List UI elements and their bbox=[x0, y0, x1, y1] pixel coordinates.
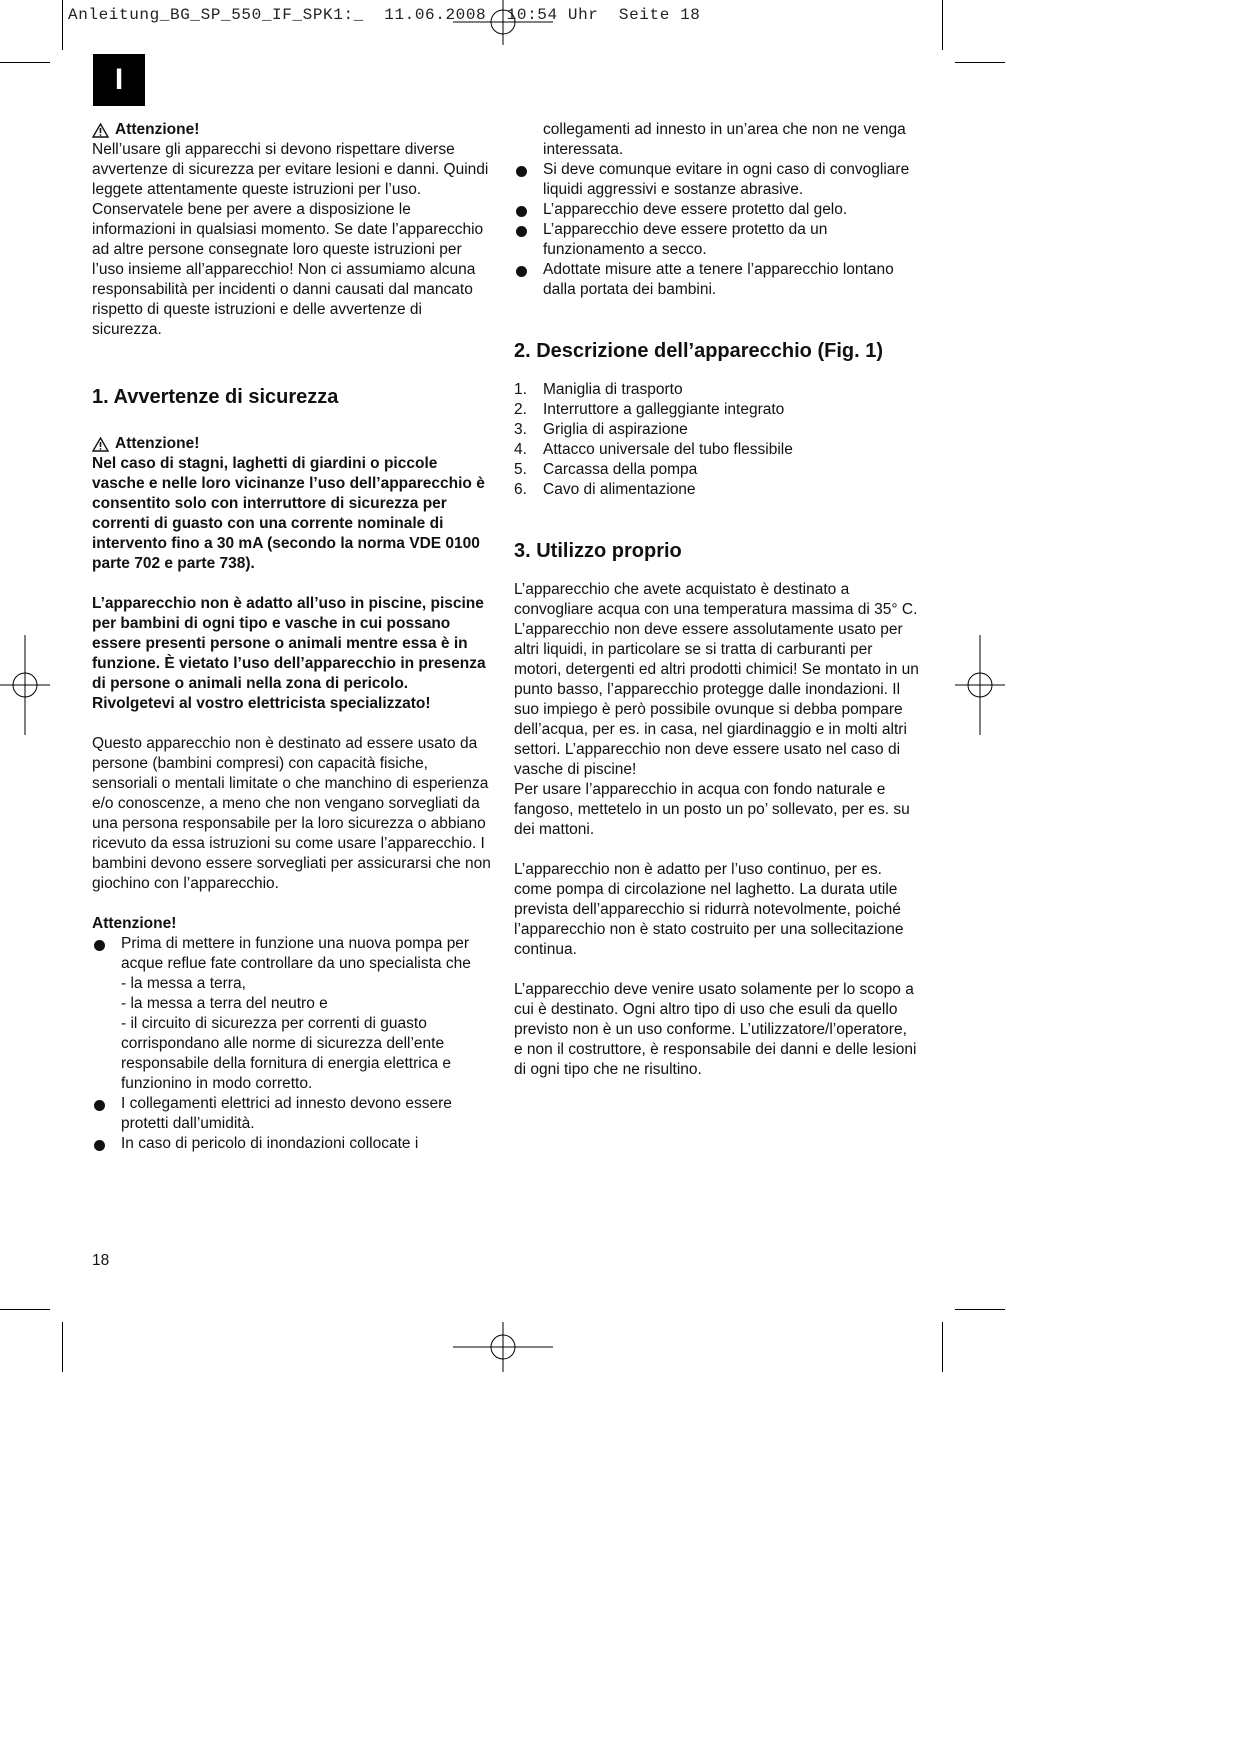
list-item: Adottate misure atte a tenere l’apparecchio lontano dalla portata dei bambini. bbox=[514, 260, 919, 300]
crop-mark-bottom-left-vertical bbox=[62, 1322, 63, 1372]
registration-mark-bottom-icon bbox=[453, 1322, 553, 1372]
language-tab: I bbox=[93, 54, 145, 106]
children-paragraph: Questo apparecchio non è destinato ad essere usato da persone (bambini compresi) con capacità fisiche, sensoriali o mentali limitate o che manchino di esperienza e/o conoscenze, a meno che non vengano sorvegliati da una persona responsabile per la loro sicurezza o abbiano ricevuto da essa istruzioni su come usare l’apparecchio. I bambini devono essere sorvegliati per assicurarsi che non giochino con l’apparecchio. bbox=[92, 735, 491, 892]
list-item bbox=[92, 934, 492, 1094]
parts-list bbox=[514, 380, 919, 500]
warning-triangle-icon bbox=[92, 437, 109, 452]
use-paragraph: L’apparecchio deve venire usato solamente per lo scopo a cui è destinato. Ogni altro tipo di uso che esuli da quello previsto non è un uso conforme. L’utilizzatore/l’operatore, e non il costruttore, è responsabile dei danni e delle lesioni di ogni tipo che ne risultino. bbox=[514, 981, 917, 1078]
bullet-sub-item: - la messa a terra del neutro e bbox=[121, 995, 328, 1012]
safety-bullet-list bbox=[92, 934, 492, 1154]
page-number: 18 bbox=[92, 1252, 110, 1269]
warning-triangle-icon bbox=[92, 123, 109, 138]
list-item: Si deve comunque evitare in ogni caso di convogliare liquidi aggressivi e sostanze abrasive. bbox=[514, 160, 919, 200]
section-heading-description: 2. Descrizione dell’apparecchio (Fig. 1) bbox=[514, 340, 883, 362]
bullet-sub-item: - il circuito di sicurezza per correnti di guasto corrispondano alle norme di sicurezza dell’ente responsabile della fornitura di energia elettrica e funzionino in modo corretto. bbox=[121, 1015, 452, 1092]
registration-mark-left-icon bbox=[0, 635, 50, 735]
crop-mark-bottom-right-horizontal bbox=[955, 1309, 1005, 1310]
crop-mark-bottom-left-horizontal bbox=[0, 1309, 50, 1310]
list-item: 3. Griglia di aspirazione bbox=[514, 421, 688, 438]
warning-title: Attenzione! bbox=[115, 121, 200, 138]
print-header: Anleitung_BG_SP_550_IF_SPK1:_ 11.06.2008 10:54 Uhr Seite 18 bbox=[68, 6, 701, 24]
list-item: 2. Interruttore a galleggiante integrato bbox=[514, 401, 785, 418]
use-paragraph: L’apparecchio che avete acquistato è destinato a convogliare acqua con una temperatura massima di 35° C. L’apparecchio non deve essere assolutamente usato per altri liquidi, in particolare se si tratta di carburanti per motori, detergenti ed altri prodotti chimici! Se montato in un punto basso, l’apparecchio protegge dalle inondazioni. Il suo impiego è però possibile ovunque si debba pompare dell’acqua, per es. in casa, nel giardinaggio e in molti altri settori. L’apparecchio non deve essere usato nel caso di vasche di piscine! bbox=[514, 581, 919, 778]
bullet-intro: Prima di mettere in funzione una nuova pompa per acque reflue fate controllare da uno specialista che bbox=[121, 935, 471, 972]
list-item: 6. Cavo di alimentazione bbox=[514, 481, 696, 498]
bullet-sub-item: - la messa a terra, bbox=[121, 975, 246, 992]
warning-title: Attenzione! bbox=[115, 435, 200, 452]
warning-heading bbox=[92, 120, 492, 140]
use-paragraph: L’apparecchio non è adatto per l’uso continuo, per es. come pompa di circolazione nel laghetto. La durata utile prevista dell’apparecchio si ridurrà notevolmente, poiché l’apparecchio non è stato costruito per una sollecitazione continua. bbox=[514, 861, 904, 958]
attention-label: Attenzione! bbox=[92, 915, 177, 932]
crop-mark-top-left-horizontal bbox=[0, 62, 50, 63]
registration-mark-right-icon bbox=[955, 635, 1005, 735]
list-item: L’apparecchio deve essere protetto dal gelo. bbox=[514, 200, 919, 220]
section-heading-safety: 1. Avvertenze di sicurezza bbox=[92, 386, 339, 408]
crop-mark-top-right-vertical bbox=[942, 0, 943, 50]
list-item: 1. Maniglia di trasporto bbox=[514, 381, 683, 398]
list-item: In caso di pericolo di inondazioni collocate i bbox=[92, 1134, 492, 1154]
warning-heading bbox=[92, 434, 492, 454]
list-item: 5. Carcassa della pompa bbox=[514, 461, 698, 478]
list-item: L’apparecchio deve essere protetto da un funzionamento a secco. bbox=[514, 220, 919, 260]
intro-paragraph: Nell’usare gli apparecchi si devono rispettare diverse avvertenze di sicurezza per evitare lesioni e danni. Quindi leggete attentamente queste istruzioni per l’uso. Conservatele bene per avere a disposizione le informazioni in qualsiasi momento. Se date l’apparecchio ad altre persone consegnate loro queste istruzioni per l’uso insieme all’apparecchio! Non ci assumiamo alcuna responsabilità per incidenti o danni causati dal mancato rispetto di queste istruzioni e delle avvertenze di sicurezza. bbox=[92, 141, 489, 338]
crop-mark-top-left-vertical bbox=[62, 0, 63, 50]
section-heading-intended-use: 3. Utilizzo proprio bbox=[514, 540, 682, 562]
crop-mark-bottom-right-vertical bbox=[942, 1322, 943, 1372]
safety-warning-rcd: Nel caso di stagni, laghetti di giardini o piccole vasche e nelle loro vicinanze l’uso dell’apparecchio è consentito solo con interruttore di sicurezza per correnti di guasto con una corrente nominale di intervento fino a 30 mA (secondo la norma VDE 0100 parte 702 e parte 738). bbox=[92, 455, 485, 572]
list-item: 4. Attacco universale del tubo flessibile bbox=[514, 441, 793, 458]
use-paragraph: Per usare l’apparecchio in acqua con fondo naturale e fangoso, mettetelo in un posto un po’ sollevato, per es. su dei mattoni. bbox=[514, 781, 910, 838]
list-item: I collegamenti elettrici ad innesto devono essere protetti dall’umidità. bbox=[92, 1094, 492, 1134]
crop-mark-top-right-horizontal bbox=[955, 62, 1005, 63]
right-column bbox=[514, 120, 919, 1080]
registration-mark-top-icon bbox=[453, 0, 553, 45]
safety-bullet-list-continued bbox=[514, 160, 919, 300]
safety-warning-pools: L’apparecchio non è adatto all’uso in piscine, piscine per bambini di ogni tipo e vasche in cui possano essere presenti persone o animali mentre essa è in funzione. È vietato l’uso dell’apparecchio in presenza di persone o animali nella zona di pericolo. Rivolgetevi al vostro elettricista specializzato! bbox=[92, 595, 486, 712]
bullet-continuation: collegamenti ad innesto in un’area che non ne venga interessata. bbox=[543, 121, 906, 158]
left-column bbox=[92, 120, 492, 1154]
